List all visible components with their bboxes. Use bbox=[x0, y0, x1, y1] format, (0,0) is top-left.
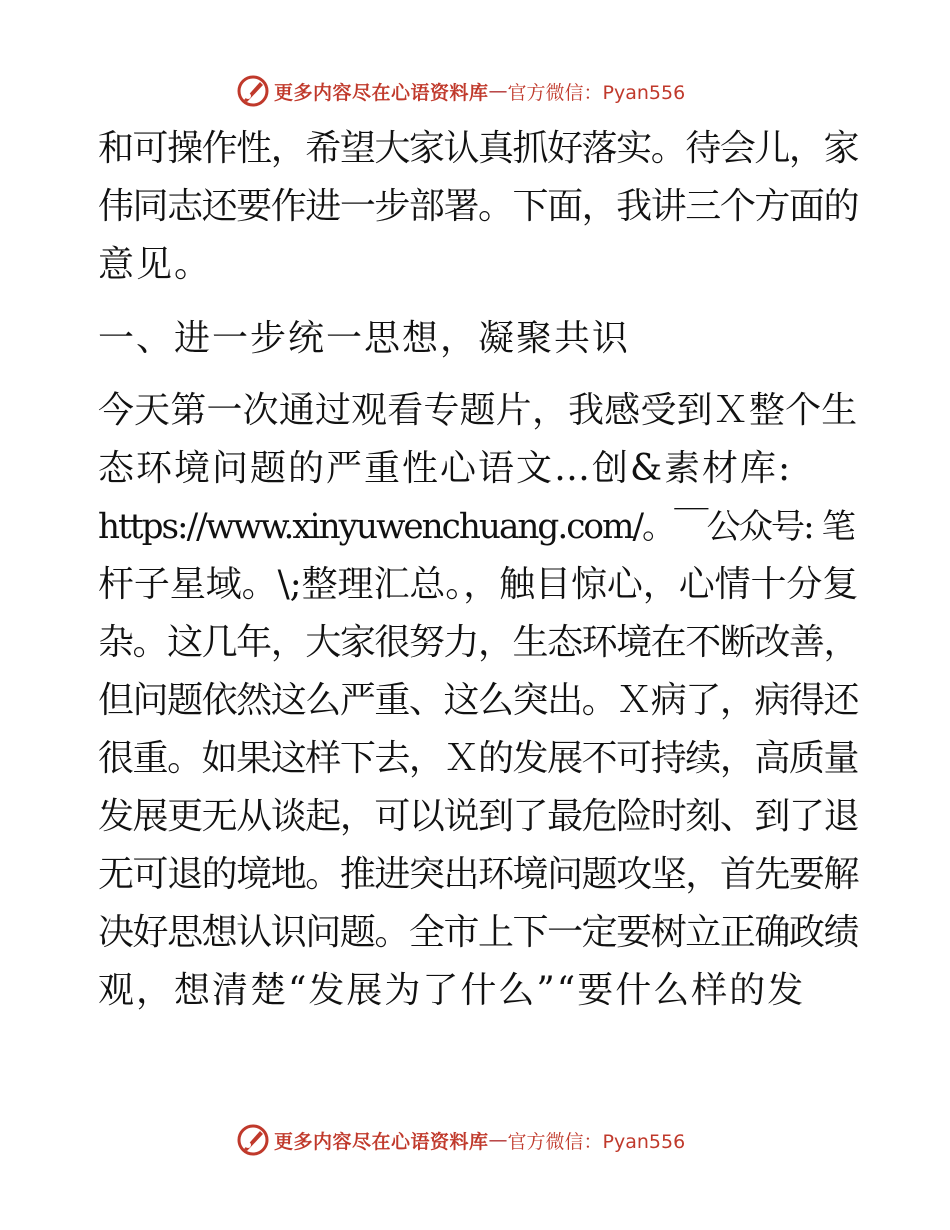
body-line: 伟同志还要作进一步部署。下面，我讲三个方面的 bbox=[98, 186, 859, 227]
watermark-wechat-text: 官方微信：Pyan556 bbox=[507, 81, 686, 104]
body-line: 很重。如果这样下去，Ｘ的发展不可持续，高质量 bbox=[98, 738, 859, 779]
watermark-main-text: 更多内容尽在心语资料库 bbox=[274, 1130, 489, 1153]
section-heading: 一、进一步统一思想，凝聚共识 bbox=[98, 318, 631, 359]
body-line: 决好思想认识问题。全市上下一定要树立正确政绩 bbox=[98, 912, 859, 953]
watermark-main-text: 更多内容尽在心语资料库 bbox=[274, 81, 489, 104]
body-line: 但问题依然这么严重、这么突出。Ｘ病了，病得还 bbox=[98, 680, 859, 721]
header-watermark bbox=[236, 71, 685, 111]
body-line: 杆子星域。\;整理汇总。，触目惊心，心情十分复 bbox=[98, 564, 859, 605]
body-line: https://www.xinyuwenchuang.com/。￣公众号: 笔 bbox=[98, 507, 854, 547]
quill-seal-icon bbox=[236, 74, 270, 108]
watermark-wechat-text: 官方微信：Pyan556 bbox=[507, 1130, 686, 1153]
body-line: 发展更无从谈起，可以说到了最危险时刻、到了退 bbox=[98, 796, 859, 837]
body-line: 和可操作性，希望大家认真抓好落实。待会儿，家 bbox=[98, 128, 859, 169]
quill-seal-icon bbox=[236, 1123, 270, 1157]
body-line: 意见。 bbox=[98, 244, 213, 285]
body-line: 态环境问题的严重性心语文…创&素材库: bbox=[98, 448, 793, 489]
body-line: 杂。这几年，大家很努力，生态环境在不断改善， bbox=[98, 622, 859, 663]
watermark-dash: — bbox=[488, 80, 508, 102]
watermark-dash: — bbox=[488, 1129, 508, 1151]
footer-watermark bbox=[236, 1120, 685, 1160]
body-line: 今天第一次通过观看专题片，我感受到Ｘ整个生 bbox=[98, 390, 858, 431]
body-line: 无可退的境地。推进突出环境问题攻坚，首先要解 bbox=[98, 854, 859, 895]
body-line: 观，想清楚“发展为了什么”“要什么样的发 bbox=[98, 970, 806, 1011]
